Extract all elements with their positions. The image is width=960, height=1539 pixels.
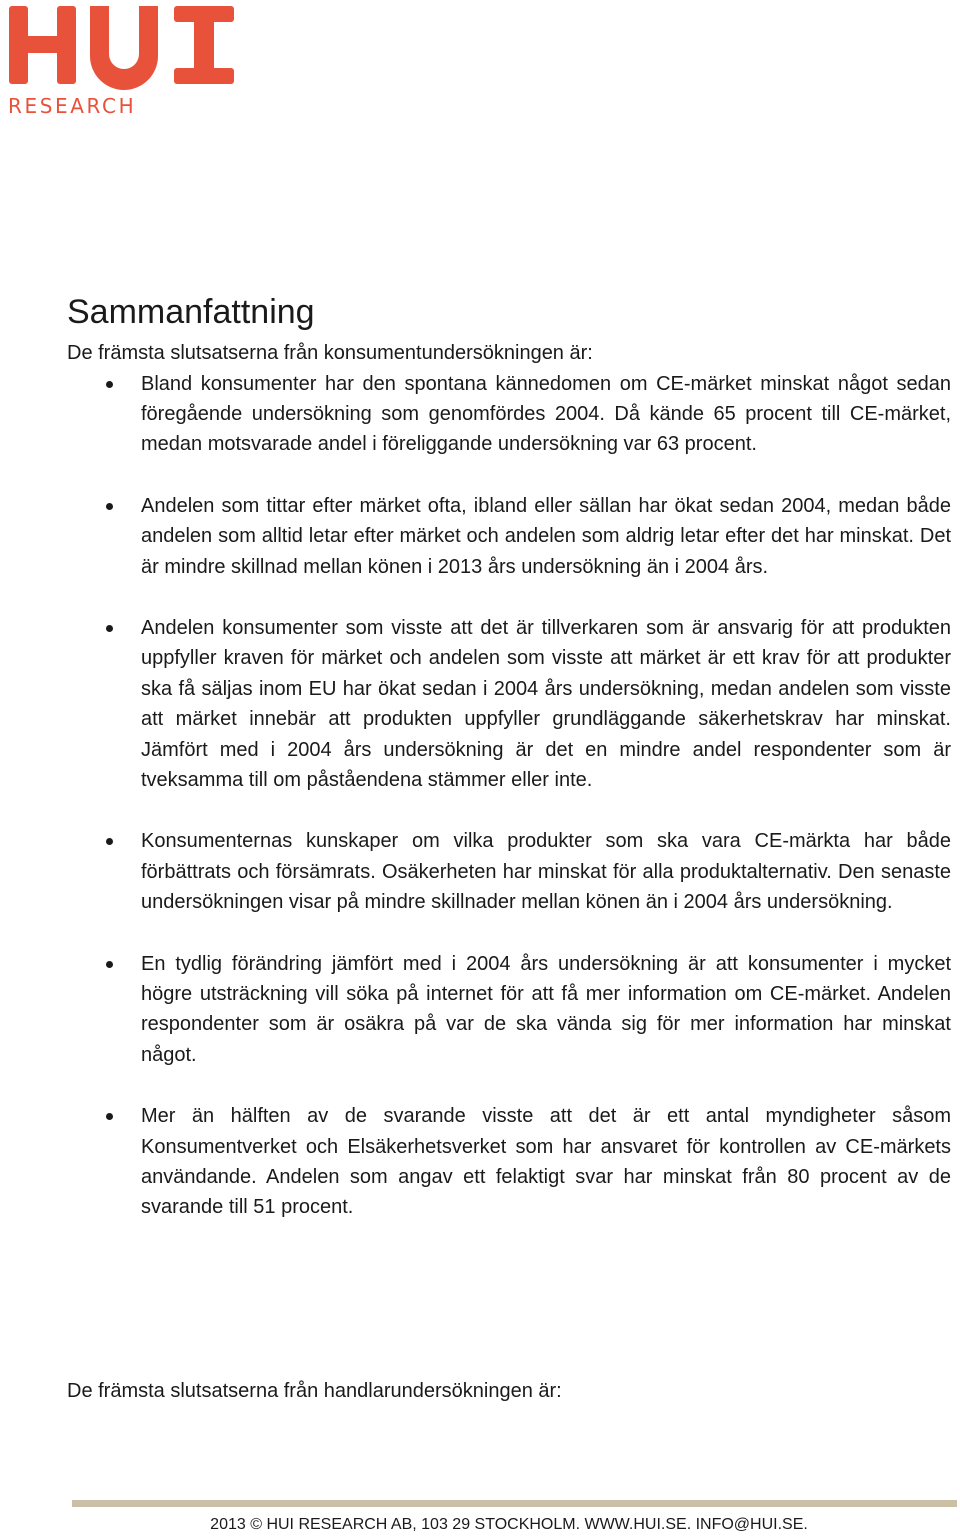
bullet-icon bbox=[106, 838, 113, 845]
bullet-icon bbox=[106, 625, 113, 632]
intro-paragraph: De främsta slutsatserna från konsumentundersökningen är: bbox=[67, 342, 593, 364]
document-body bbox=[67, 290, 951, 1254]
list-item bbox=[67, 491, 951, 582]
hui-logo-mark bbox=[9, 6, 234, 90]
bullet-icon bbox=[106, 503, 113, 510]
bullet-icon bbox=[106, 1113, 113, 1120]
list-item bbox=[67, 826, 951, 917]
list-item-text: Andelen konsumenter som visste att det är tillverkaren som är ansvarig för att produkten uppfyller kraven för märket och andelen som visste att märket är ett krav för att produkter ska få säljas inom EU har ökat sedan i 2004 års undersökning, medan andelen som visste att märket innebär att produkten uppfyller grundläggande säkerhetskrav har minskat. Jämfört med i 2004 års undersökning är det en mindre andel respondenter som är tveksamma till om påståendena stämmer eller inte. bbox=[141, 616, 951, 791]
outro-paragraph: De främsta slutsatserna från handlarundersökningen är: bbox=[67, 1380, 562, 1402]
list-item bbox=[67, 1101, 951, 1223]
bullet-icon bbox=[106, 961, 113, 968]
footer-divider bbox=[72, 1500, 957, 1507]
list-item-text: Andelen som tittar efter märket ofta, ibland eller sällan har ökat sedan 2004, medan både andelen som alltid letar efter märket och andelen som aldrig letar efter det har minskat. Det är mindre skillnad mellan könen i 2013 års undersökning än i 2004 års. bbox=[141, 494, 951, 578]
findings-list bbox=[67, 369, 951, 1223]
hui-research-logo bbox=[6, 4, 238, 116]
bullet-icon bbox=[106, 381, 113, 388]
logo-subtitle: RESEARCH bbox=[8, 94, 137, 116]
list-item bbox=[67, 369, 951, 460]
list-item bbox=[67, 949, 951, 1071]
page-footer: 2013 © HUI RESEARCH AB, 103 29 STOCKHOLM. WWW.HUI.SE. INFO@HUI.SE. bbox=[210, 1516, 808, 1533]
list-item-text: Konsumenternas kunskaper om vilka produkter som ska vara CE-märkta har både förbättrats och försämrats. Osäkerheten har minskat för alla produktalternativ. Den senaste undersökningen visar på mindre skillnader mellan könen än i 2004 års undersökning. bbox=[141, 830, 951, 914]
list-item bbox=[67, 613, 951, 795]
list-item-text: En tydlig förändring jämfört med i 2004 års undersökning är att konsumenter i mycket högre utsträckning vill söka på internet för att få mer information om CE-märket. Andelen respondenter som är osäkra på var de ska vända sig för mer information har minskat något. bbox=[141, 952, 951, 1066]
list-item-text: Mer än hälften av de svarande visste att det är ett antal myndigheter såsom Konsumentverket och Elsäkerhetsverket som har ansvaret för kontrollen av CE-märkets användande. Andelen som angav ett felaktigt svar har minskat från 80 procent av de svarande till 51 procent. bbox=[141, 1105, 951, 1219]
section-heading: Sammanfattning bbox=[67, 293, 315, 331]
list-item-text: Bland konsumenter har den spontana kännedomen om CE-märket minskat något sedan föregående undersökning som genomfördes 2004. Då kände 65 procent till CE-märket, medan motsvarade andel i föreliggande undersökning var 63 procent. bbox=[141, 372, 951, 456]
